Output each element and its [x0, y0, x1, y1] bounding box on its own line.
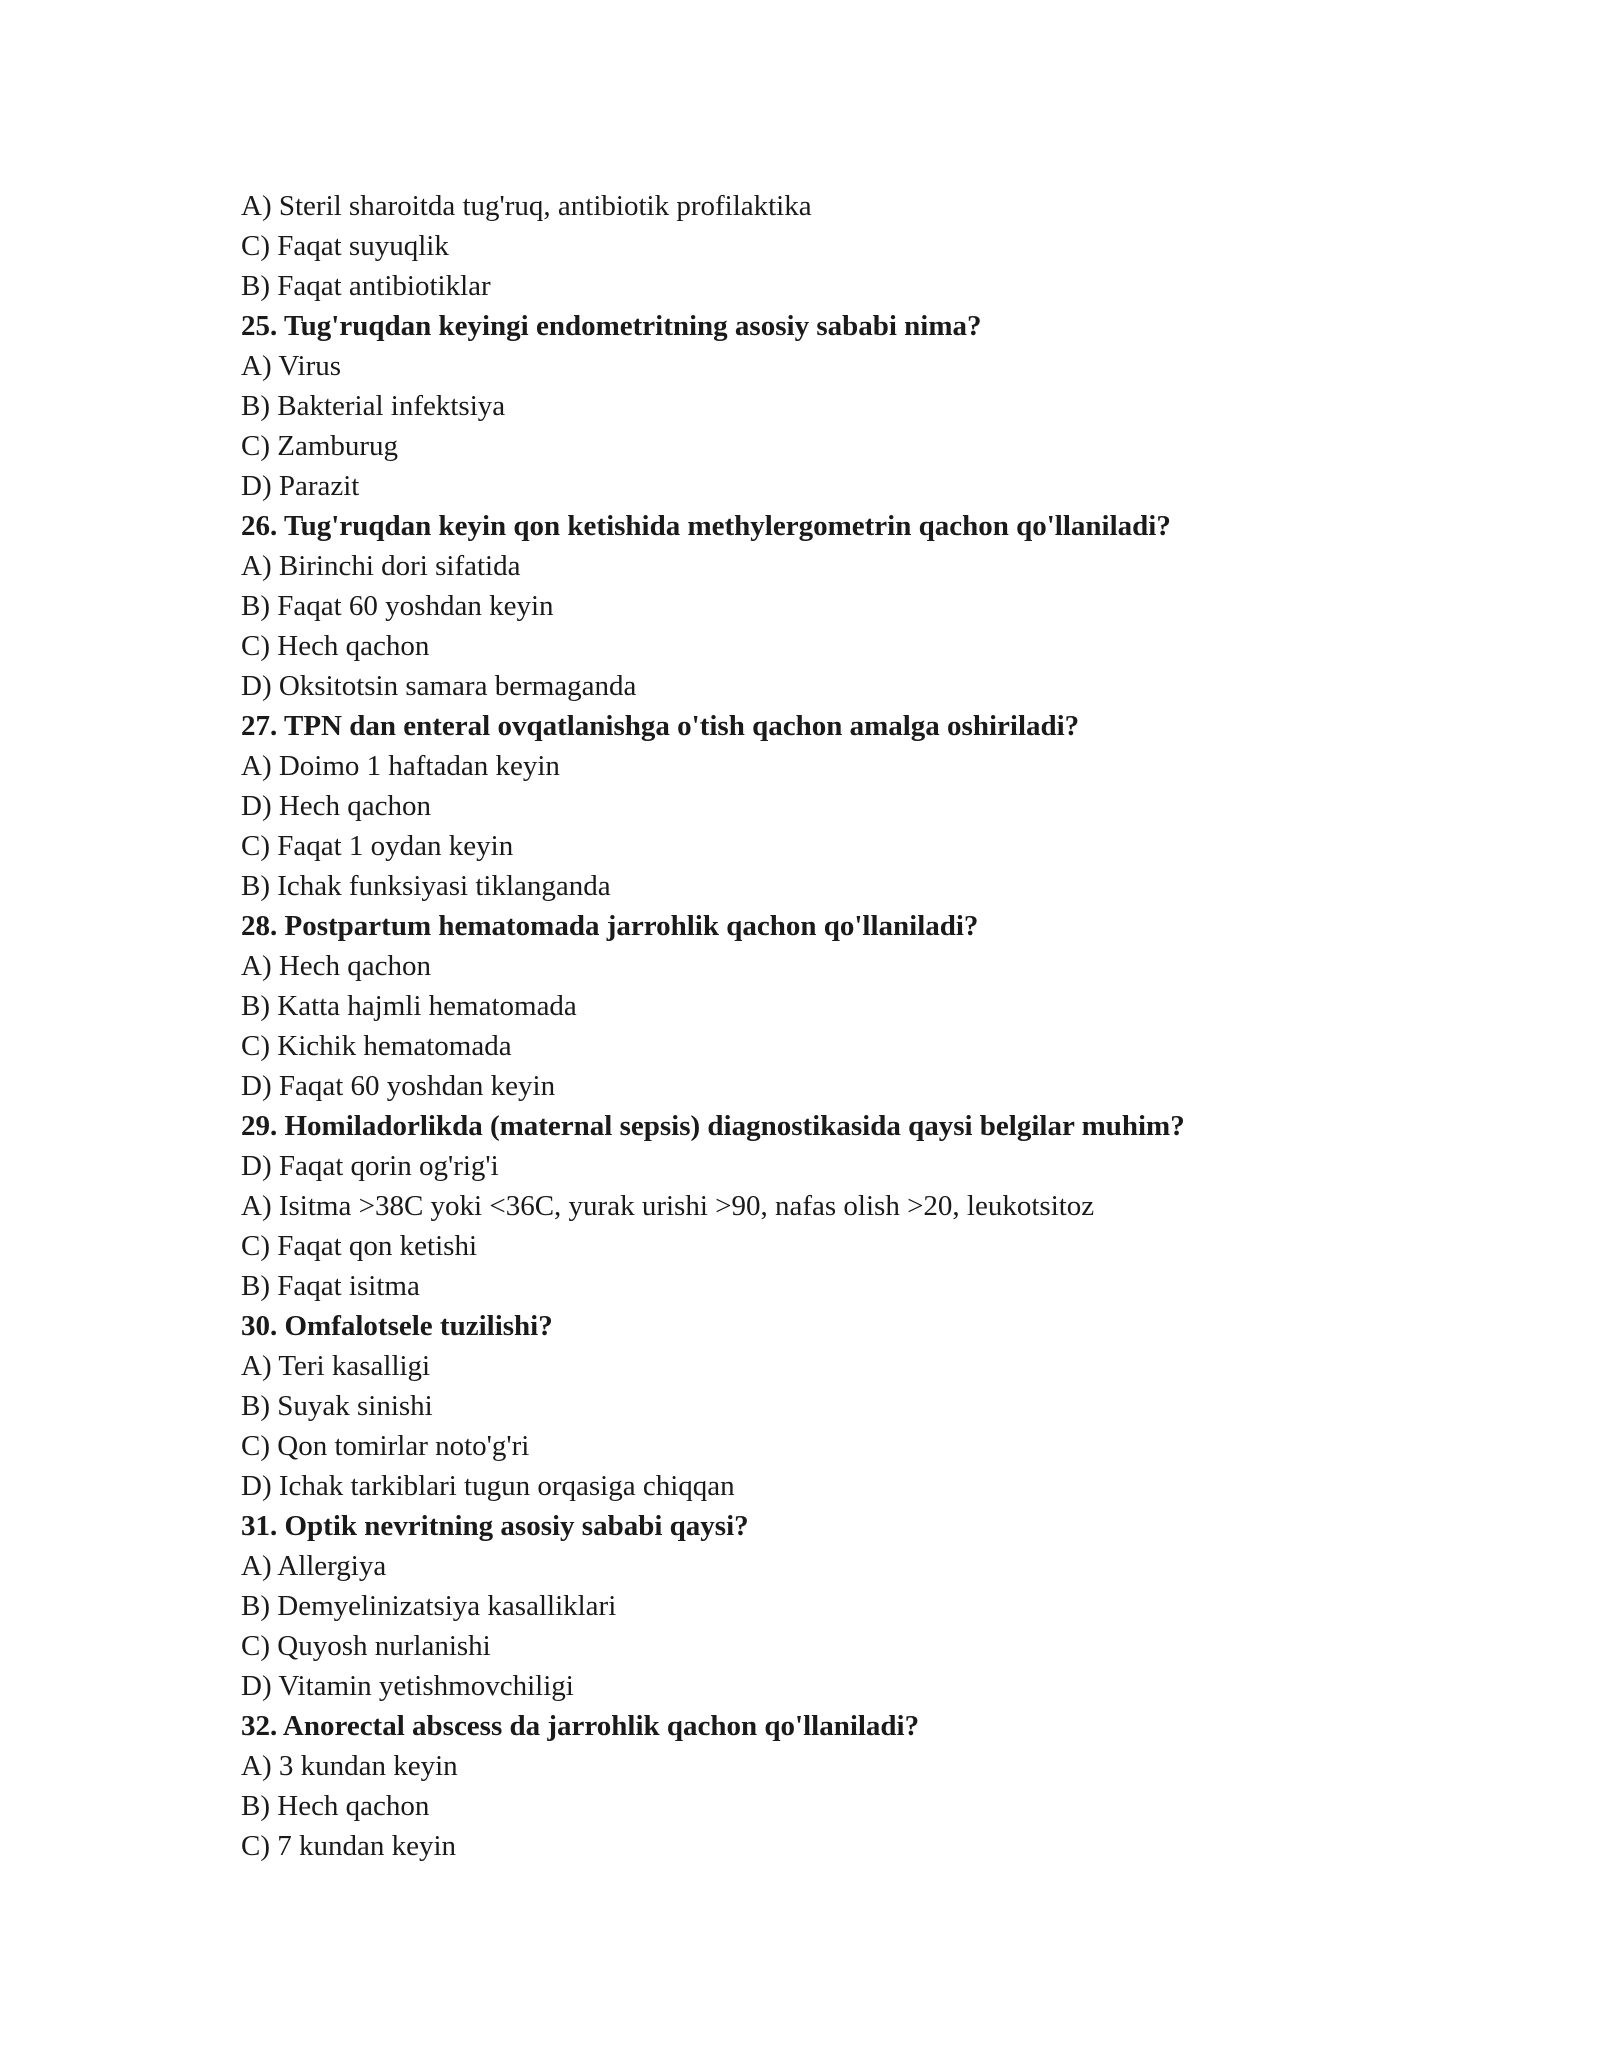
answer-option: B) Suyak sinishi — [241, 1390, 433, 1422]
question-heading: 31. Optik nevritning asosiy sababi qaysi? — [241, 1510, 749, 1542]
answer-option: A) Allergiya — [241, 1550, 387, 1582]
answer-option: A) Teri kasalligi — [241, 1350, 431, 1382]
question-heading: 26. Tug'ruqdan keyin qon ketishida methylergometrin qachon qo'llaniladi? — [241, 510, 1171, 542]
answer-option: B) Demyelinizatsiya kasalliklari — [241, 1590, 617, 1622]
answer-option: A) Doimo 1 haftadan keyin — [241, 750, 560, 782]
answer-option: B) Ichak funksiyasi tiklanganda — [241, 870, 611, 902]
question-heading: 29. Homiladorlikda (maternal sepsis) diagnostikasida qaysi belgilar muhim? — [241, 1110, 1185, 1142]
answer-option: D) Hech qachon — [241, 790, 432, 822]
answer-option: B) Katta hajmli hematomada — [241, 990, 577, 1022]
answer-option: D) Vitamin yetishmovchiligi — [241, 1670, 574, 1702]
answer-option: B) Faqat 60 yoshdan keyin — [241, 590, 554, 622]
answer-option: C) 7 kundan keyin — [241, 1830, 457, 1862]
answer-option: D) Oksitotsin samara bermaganda — [241, 670, 637, 702]
answer-option: C) Zamburug — [241, 430, 399, 462]
question-heading: 25. Tug'ruqdan keyingi endometritning asosiy sababi nima? — [241, 310, 982, 342]
answer-option: D) Faqat 60 yoshdan keyin — [241, 1070, 556, 1102]
answer-option: A) Virus — [241, 350, 342, 382]
question-heading: 30. Omfalotsele tuzilishi? — [241, 1310, 553, 1342]
answer-option: C) Faqat 1 oydan keyin — [241, 830, 514, 862]
answer-option: D) Ichak tarkiblari tugun orqasiga chiqqan — [241, 1470, 735, 1502]
question-heading: 28. Postpartum hematomada jarrohlik qachon qo'llaniladi? — [241, 910, 979, 942]
answer-option: C) Quyosh nurlanishi — [241, 1630, 491, 1662]
answer-option: A) Birinchi dori sifatida — [241, 550, 521, 582]
answer-option: C) Hech qachon — [241, 630, 430, 662]
answer-option: B) Bakterial infektsiya — [241, 390, 506, 422]
answer-option: A) Isitma >38C yoki <36C, yurak urishi >90, nafas olish >20, leukotsitoz — [241, 1190, 1095, 1222]
answer-option: C) Faqat suyuqlik — [241, 230, 449, 262]
answer-option: B) Hech qachon — [241, 1790, 430, 1822]
answer-option: C) Faqat qon ketishi — [241, 1230, 478, 1262]
quiz-content — [241, 186, 1391, 1866]
answer-option: B) Faqat antibiotiklar — [241, 270, 491, 302]
answer-option: D) Parazit — [241, 470, 360, 502]
answer-option: A) 3 kundan keyin — [241, 1750, 458, 1782]
answer-option: C) Kichik hematomada — [241, 1030, 512, 1062]
answer-option: B) Faqat isitma — [241, 1270, 420, 1302]
answer-option: A) Steril sharoitda tug'ruq, antibiotik profilaktika — [241, 190, 812, 222]
answer-option: C) Qon tomirlar noto'g'ri — [241, 1430, 530, 1462]
question-heading: 32. Anorectal abscess da jarrohlik qachon qo'llaniladi? — [241, 1710, 920, 1742]
question-heading: 27. TPN dan enteral ovqatlanishga o'tish qachon amalga oshiriladi? — [241, 710, 1080, 742]
answer-option: A) Hech qachon — [241, 950, 432, 982]
answer-option: D) Faqat qorin og'rig'i — [241, 1150, 499, 1182]
